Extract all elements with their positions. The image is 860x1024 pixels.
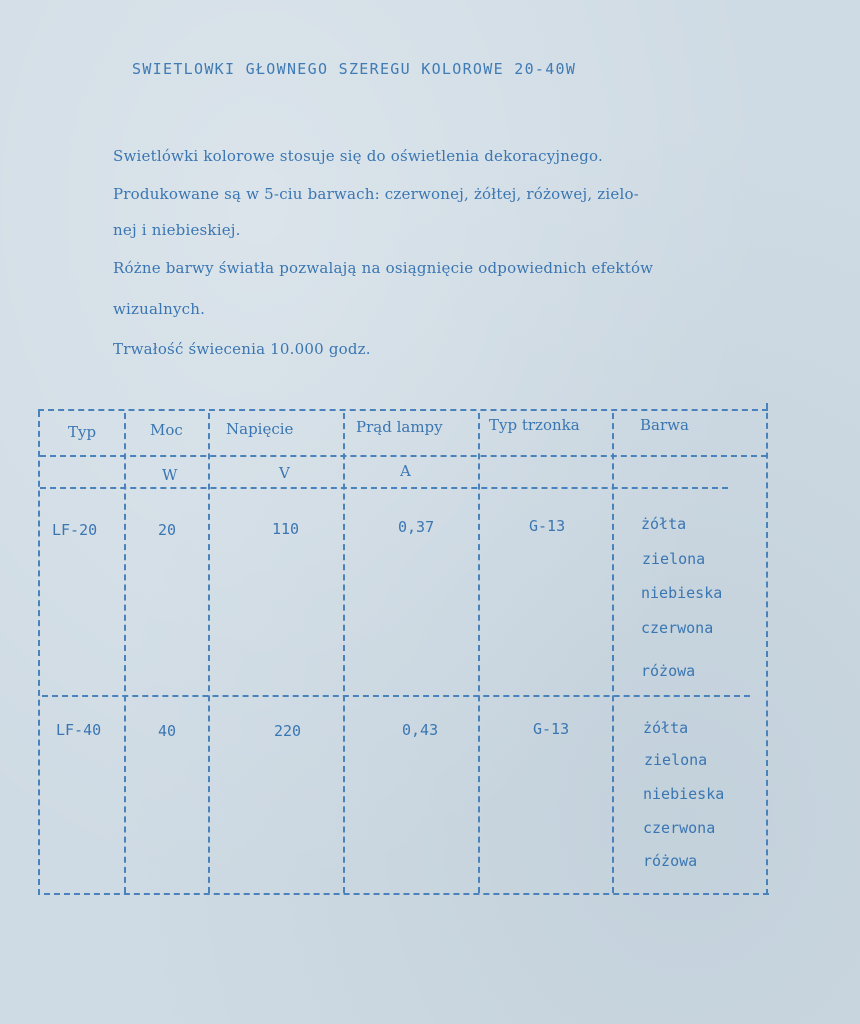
cell-napiecie: 110 [272,520,300,538]
description-line: wizualnych. [113,300,206,318]
cell-typ: LF-40 [56,721,102,739]
cell-moc: 20 [158,521,177,539]
page-title: SWIETLOWKI GŁOWNEGO SZEREGU KOLOROWE 20-40W [132,60,577,78]
unit-moc: W [162,466,178,484]
table-col-divider [208,413,210,893]
colour-item: czerwona [643,819,716,837]
cell-trzonek: G-13 [533,720,570,738]
header-napiecie: Napięcie [226,420,294,438]
colour-item: niebieska [641,584,723,602]
header-moc: Moc [150,421,183,439]
unit-napiecie: V [279,464,290,482]
cell-moc: 40 [158,722,177,740]
cell-napiecie: 220 [274,722,302,740]
colour-item: żółta [641,515,687,533]
cell-typ: LF-20 [52,521,98,539]
cell-prad: 0,43 [402,721,439,739]
table-divider [40,487,728,489]
table-col-divider [343,413,345,893]
table-border-right [766,403,768,895]
colour-item: zielona [642,550,706,568]
table-border-bottom [44,893,769,895]
description-line: nej i niebieskiej. [113,221,241,239]
colour-item: żółta [643,719,689,737]
colour-item: niebieska [643,785,725,803]
table-border-top [38,409,768,411]
colour-item: zielona [644,751,708,769]
colour-item: różowa [641,662,696,680]
table-col-divider [478,413,480,893]
description-line: Swietlówki kolorowe stosuje się do oświetlenia dekoracyjnego. [113,147,603,165]
description-line: Różne barwy światła pozwalają na osiągnięcie odpowiednich efektów [113,259,654,277]
table-divider [40,455,767,457]
header-prad: Prąd lampy [356,418,443,436]
colour-item: czerwona [641,619,714,637]
description-line: Produkowane są w 5-ciu barwach: czerwonej, żółtej, różowej, zielo- [113,185,639,203]
table-divider [42,695,750,697]
header-barwa: Barwa [640,416,689,434]
table-col-divider [612,413,614,893]
colour-item: różowa [643,852,698,870]
cell-trzonek: G-13 [529,517,566,535]
cell-prad: 0,37 [398,518,435,536]
table-col-divider [124,413,126,893]
header-trzonek: Typ trzonka [489,416,580,434]
table-border-left [38,411,40,895]
lifetime-note: Trwałość świecenia 10.000 godz. [113,340,371,358]
unit-prad: A [400,462,411,480]
header-typ: Typ [68,423,97,441]
